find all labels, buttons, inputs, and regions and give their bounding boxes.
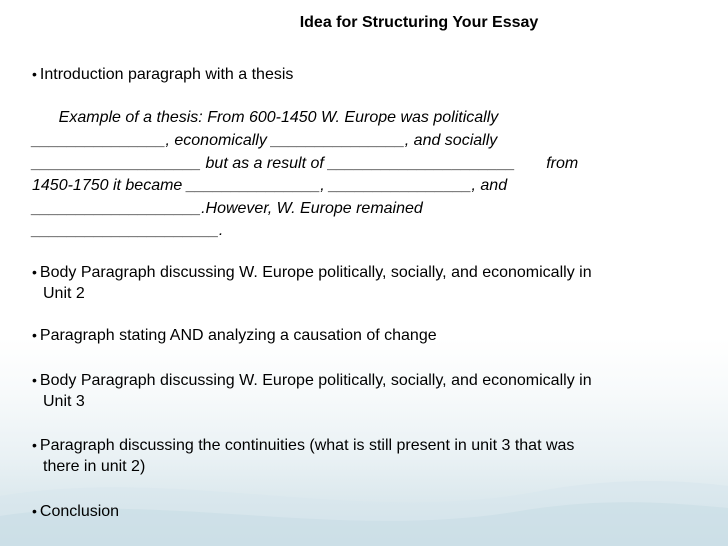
bullet-dot: • [32,66,37,82]
bullet-dot: • [32,264,37,280]
bullet-dot: • [32,503,37,519]
thesis-example-line-5: ___________________.However, W. Europe remained [32,200,423,217]
bullet-continuities-continued: there in unit 2) [43,458,146,475]
bullet-text: Paragraph discussing the continuities (what is still present in unit 3 that was [39,437,575,454]
bullet-continuities [32,435,574,456]
bullet-conclusion [32,501,119,522]
bullet-dot: • [32,372,37,388]
slide-title-text: Idea for Structuring Your Essay [299,14,539,31]
bullet-text: Body Paragraph discussing W. Europe politically, socially, and economically in [39,264,592,281]
bullet-body-unit-2-continued: Unit 2 [43,285,85,302]
bullet-introduction [32,64,293,85]
bullet-text: Introduction paragraph with a thesis [39,66,294,83]
thesis-example-line-4: 1450-1750 it became _______________, ________________, and [32,177,508,194]
thesis-example-line-2: _______________, economically _______________, and socially [32,132,498,149]
thesis-example-line-3: ___________________ but as a result of _____________________ from [32,155,579,172]
bullet-dot: • [32,327,37,343]
bullet-text: Body Paragraph discussing W. Europe politically, socially, and economically in [39,372,592,389]
bullet-text: Paragraph stating AND analyzing a causation of change [39,327,437,344]
bullet-causation [32,325,437,346]
bullet-text: Conclusion [39,503,120,520]
bullet-dot: • [32,437,37,453]
slide-title [0,14,728,32]
bullet-body-unit-2 [32,262,592,283]
bullet-body-unit-3-continued: Unit 3 [43,393,85,410]
thesis-example-line-6: _____________________. [32,222,224,239]
thesis-example-line-1: Example of a thesis: From 600-1450 W. Europe was politically [32,109,499,126]
bullet-body-unit-3 [32,370,592,391]
